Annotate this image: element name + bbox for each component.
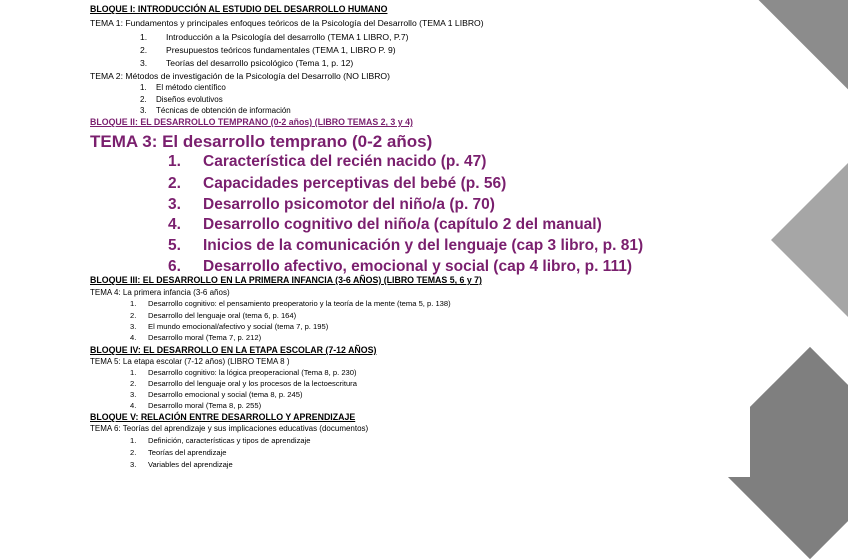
tema-heading-highlight: TEMA 3: El desarrollo temprano (0-2 años) xyxy=(90,132,433,151)
list-item: 2. Diseños evolutivos xyxy=(140,95,223,104)
list-item: 1. Definición, características y tipos de aprendizaje xyxy=(130,436,311,445)
syllabus-document xyxy=(85,0,750,477)
list-item: 4. Desarrollo moral (Tema 7, p. 212) xyxy=(130,333,262,342)
list-item: 4. Desarrollo moral (Tema 8, p. 255) xyxy=(130,401,262,410)
list-item: 2. Presupuestos teóricos fundamentales (TEMA 1, LIBRO P. 9) xyxy=(140,45,396,55)
bloque-heading: BLOQUE I: INTRODUCCIÓN AL ESTUDIO DEL DESARROLLO HUMANO xyxy=(90,4,388,14)
list-item: 3. Teorías del desarrollo psicológico (Tema 1, p. 12) xyxy=(140,58,354,68)
list-item: 2. Desarrollo del lenguaje oral y los procesos de la lectoescritura xyxy=(130,379,357,388)
tema-heading: TEMA 2: Métodos de investigación de la Psicología del Desarrollo (NO LIBRO) xyxy=(90,71,390,81)
list-item: 3. Variables del aprendizaje xyxy=(130,460,233,469)
tema-heading: TEMA 6: Teorías del aprendizaje y sus implicaciones educativas (documentos) xyxy=(90,424,369,433)
list-item: 3. Desarrollo emocional y social (tema 8, p. 245) xyxy=(130,390,303,399)
list-item: 6. Desarrollo afectivo, emocional y social (cap 4 libro, p. 111) xyxy=(168,258,632,275)
list-item: 1. Característica del recién nacido (p. 47) xyxy=(168,153,487,170)
list-item: 2. Capacidades perceptivas del bebé (p. 56) xyxy=(168,175,507,192)
bloque-heading: BLOQUE V: RELACIÓN ENTRE DESARROLLO Y APRENDIZAJE xyxy=(90,412,356,422)
list-item: 1. El método científico xyxy=(140,83,226,92)
list-item: 1. Introducción a la Psicología del desarrollo (TEMA 1 LIBRO, P.7) xyxy=(140,32,409,42)
bloque-heading: BLOQUE IV: EL DESARROLLO EN LA ETAPA ESCOLAR (7-12 AÑOS) xyxy=(90,345,377,355)
list-item: 3. Desarrollo psicomotor del niño/a (p. 70) xyxy=(168,196,495,213)
list-item: 1. Desarrollo cognitivo: la lógica preoperacional (Tema 8, p. 230) xyxy=(130,368,357,377)
list-item: 3. Técnicas de obtención de información xyxy=(140,106,291,115)
tema-heading: TEMA 4: La primera infancia (3-6 años) xyxy=(90,288,230,297)
list-item: 2. Desarrollo del lenguaje oral (tema 6, p. 164) xyxy=(130,311,297,320)
list-item: 4. Desarrollo cognitivo del niño/a (capítulo 2 del manual) xyxy=(168,216,602,233)
decorative-diamond xyxy=(771,141,848,339)
list-item: 2. Teorías del aprendizaje xyxy=(130,448,227,457)
bloque-heading: BLOQUE III: EL DESARROLLO EN LA PRIMERA INFANCIA (3-6 AÑOS) (LIBRO TEMAS 5, 6 y 7) xyxy=(90,275,482,285)
tema-heading: TEMA 1: Fundamentos y principales enfoques teóricos de la Psicología del Desarrollo (TEMA 1 LIBRO) xyxy=(90,18,484,28)
tema-heading: TEMA 5: La etapa escolar (7-12 años) (LIBRO TEMA 8 ) xyxy=(90,357,290,366)
list-item: 5. Inicios de la comunicación y del lenguaje (cap 3 libro, p. 81) xyxy=(168,237,644,254)
list-item: 3. El mundo emocional/afectivo y social (tema 7, p. 195) xyxy=(130,322,329,331)
bloque-heading: BLOQUE II: EL DESARROLLO TEMPRANO (0-2 años) (LIBRO TEMAS 2, 3 y 4) xyxy=(90,117,413,127)
list-item: 1. Desarrollo cognitivo: el pensamiento preoperatorio y la teoría de la mente (tema 5, p. 138) xyxy=(130,299,451,308)
